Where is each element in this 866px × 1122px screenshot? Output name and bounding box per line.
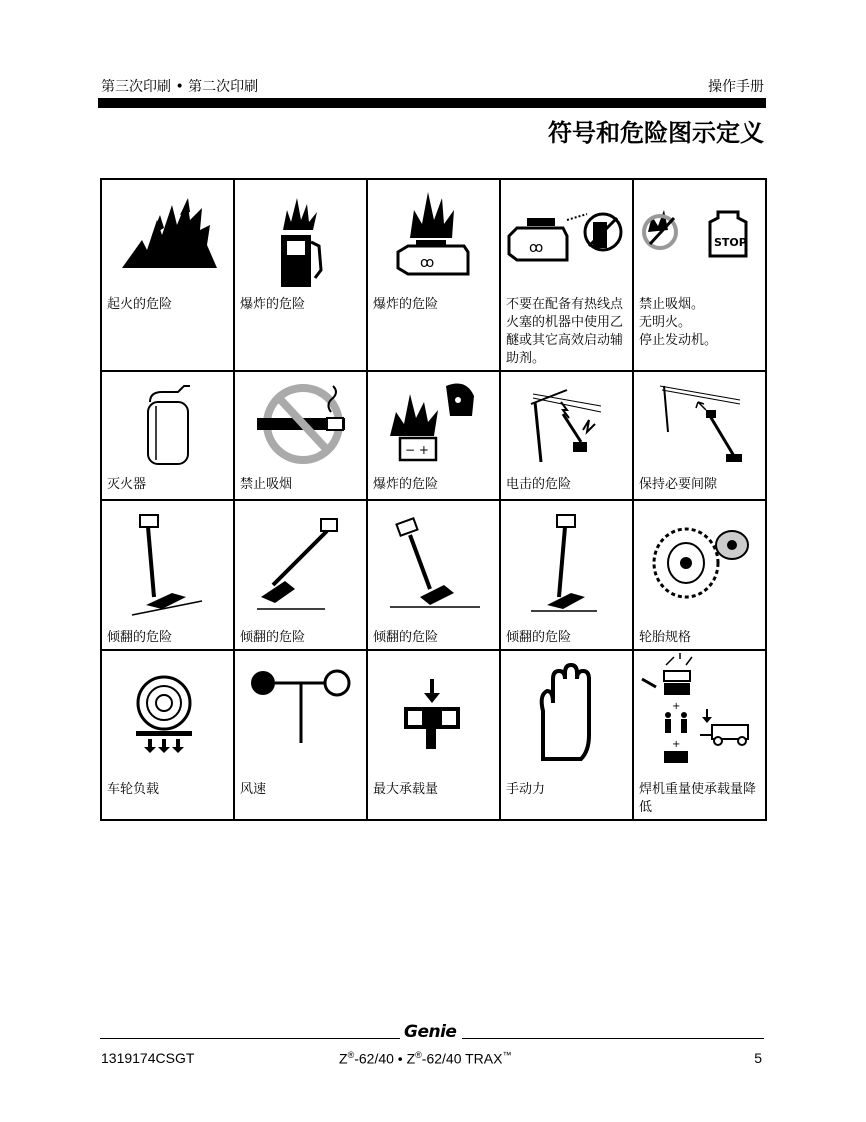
caption: 灭火器	[107, 477, 147, 492]
table-row	[101, 500, 766, 650]
table-cell	[101, 179, 234, 371]
footer-rule-left	[100, 1038, 400, 1039]
caption: 爆炸的危险	[373, 297, 439, 312]
table-cell	[101, 371, 234, 500]
caption: 不要在配备有热线点火塞的机器中使用乙醚或其它高效启动辅助剂。	[506, 297, 624, 366]
table-cell	[101, 500, 234, 650]
model-name: Z®-62/40 • Z®-62/40 TRAX™	[339, 1050, 512, 1067]
welder-weight-icon	[634, 651, 763, 771]
header-left: 第三次印刷 • 第二次印刷	[101, 79, 259, 95]
table-cell	[367, 500, 500, 650]
table-cell	[367, 371, 500, 500]
caption: 最大承载量	[373, 782, 439, 797]
tip-over-vertical-icon	[501, 501, 630, 619]
caption: 禁止吸烟。 无明火。 停止发动机。	[639, 297, 718, 348]
table-cell	[101, 650, 234, 820]
svg-text:+: +	[672, 701, 681, 712]
table-cell	[500, 650, 633, 820]
wind-speed-icon	[235, 651, 364, 771]
table-cell	[367, 650, 500, 820]
table-cell	[633, 371, 766, 500]
svg-text:STOP: STOP	[714, 236, 747, 249]
caption: 倾翻的危险	[107, 630, 173, 645]
caption: 禁止吸烟	[240, 477, 293, 492]
no-smoking-icon	[235, 372, 364, 472]
caption: 爆炸的危险	[373, 477, 439, 492]
caption: 倾翻的危险	[506, 630, 572, 645]
caption: 爆炸的危险	[240, 297, 306, 312]
footer-rule-right	[462, 1038, 764, 1039]
svg-text:+: +	[672, 739, 681, 750]
clearance-icon	[634, 372, 763, 472]
table-cell	[633, 179, 766, 371]
table-cell	[500, 500, 633, 650]
caption: 保持必要间隙	[639, 477, 718, 492]
brand-logo: Genie	[404, 1022, 457, 1042]
page-number: 5	[754, 1050, 762, 1066]
table-cell	[633, 500, 766, 650]
header-rule	[98, 98, 766, 108]
document-number: 1319174CSGT	[101, 1050, 195, 1066]
caption: 焊机重量使承载量降低	[639, 782, 757, 815]
table-cell	[367, 179, 500, 371]
fuel-pump-explosion-icon	[235, 180, 364, 290]
table-row	[101, 371, 766, 500]
fire-extinguisher-icon	[102, 372, 231, 472]
table-cell	[500, 371, 633, 500]
page-title: 符号和危险图示定义	[548, 119, 764, 147]
header-right: 操作手册	[708, 79, 764, 95]
tip-over-slope-icon	[102, 501, 231, 619]
table-cell	[234, 650, 367, 820]
table-row	[101, 179, 766, 371]
caption: 轮胎规格	[639, 630, 692, 645]
max-capacity-icon	[368, 651, 497, 771]
svg-text:ꝏ: ꝏ	[420, 255, 435, 271]
caption: 倾翻的危险	[373, 630, 439, 645]
tire-spec-icon	[634, 501, 763, 619]
table-cell	[234, 179, 367, 371]
caption: 倾翻的危险	[240, 630, 306, 645]
electrocution-icon	[501, 372, 630, 472]
no-smoking-stop-engine-icon	[634, 180, 763, 290]
tip-over-leaning-icon	[368, 501, 497, 619]
table-row	[101, 650, 766, 820]
manual-force-icon	[501, 651, 630, 771]
table-cell	[234, 371, 367, 500]
no-ether-spray-icon	[501, 180, 630, 290]
engine-explosion-icon	[368, 180, 497, 290]
caption: 车轮负载	[107, 782, 160, 797]
symbol-table	[100, 178, 767, 821]
caption: 电击的危险	[506, 477, 572, 492]
caption: 风速	[240, 782, 267, 797]
wheel-load-icon	[102, 651, 231, 771]
fire-icon	[102, 180, 231, 290]
tip-over-extended-icon	[235, 501, 364, 619]
caption: 手动力	[506, 782, 546, 797]
table-cell	[633, 650, 766, 820]
svg-text:− +: − +	[405, 443, 429, 457]
battery-explosion-icon	[368, 372, 497, 472]
table-cell	[234, 500, 367, 650]
caption: 起火的危险	[107, 297, 173, 312]
table-cell	[500, 179, 633, 371]
svg-text:ꝏ: ꝏ	[529, 240, 544, 256]
